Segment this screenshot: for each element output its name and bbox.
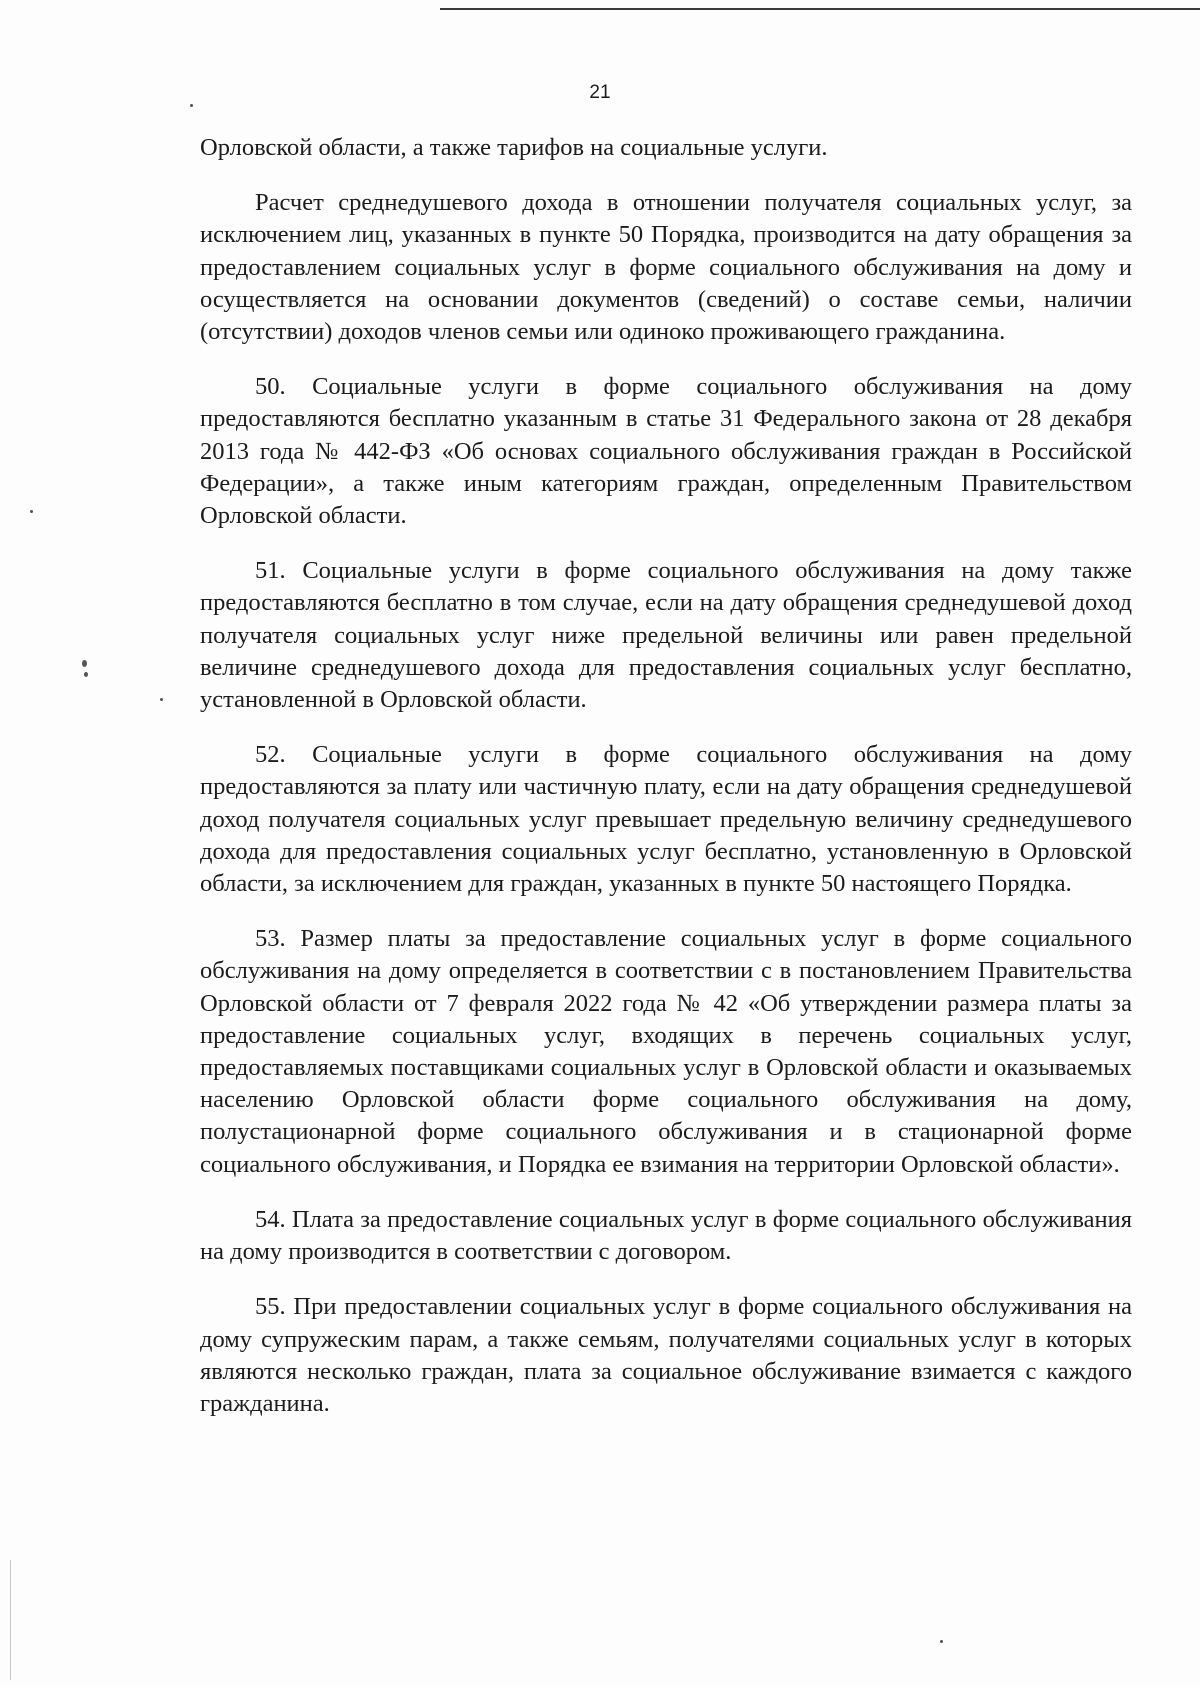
scan-speck [160, 698, 163, 701]
scan-speck [84, 672, 88, 677]
paragraph-clause-51: 51. Социальные услуги в форме социального обслуживания на дому также предоставляются бесплатно в том случае, если на дату обращения среднедушевой доход получателя социальных услуг ниже предельной величины или равен предельной величине среднедушевого дохода для предоставления социальных услуг бесплатно, установленной в Орловской области. [200, 557, 1132, 714]
scan-edge-mark [10, 1560, 11, 1680]
paragraph-clause-52: 52. Социальные услуги в форме социального обслуживания на дому предоставляются за плату или частичную плату, если на дату обращения среднедушевой доход получателя социальных услуг превышает предельную величину среднедушевого дохода для предоставления социальных услуг бесплатно, установленную в Орловской области, за исключением для граждан, указанных в пункте 50 настоящего Порядка. [200, 741, 1132, 898]
scan-speck [940, 1640, 943, 1643]
scan-speck [190, 104, 193, 107]
paragraph-clause-55: 55. При предоставлении социальных услуг в форме социального обслуживания на дому супружеским парам, а также семьям, получателями социальных услуг в которых являются несколько граждан, плата за социальное обслуживание взимается с каждого гражданина. [200, 1293, 1132, 1417]
paragraph-clause-54: 54. Плата за предоставление социальных услуг в форме социального обслуживания на дому производится в соответствии с договором. [200, 1205, 1132, 1266]
paragraph-continuation: Орловской области, а также тарифов на социальные услуги. [200, 134, 828, 161]
document-body [200, 132, 1132, 1443]
paragraph-income-calculation: Расчет среднедушевого дохода в отношении получателя социальных услуг, за исключением лиц, указанных в пункте 50 Порядка, производится на дату обращения за предоставлением социальных услуг в форме социального обслуживания на дому и осуществляется на основании документов (сведений) о составе семьи, наличии (отсутствии) доходов членов семьи или одиноко проживающего гражданина. [200, 189, 1132, 346]
paragraph-clause-53: 53. Размер платы за предоставление социальных услуг в форме социального обслуживания на дому определяется в соответствии с в постановлением Правительства Орловской области от 7 февраля 2022 года № 42 «Об утверждении размера платы за предоставление социальных услуг, входящих в перечень социальных услуг, предоставляемых поставщиками социальных услуг в Орловской области и оказываемых населению Орловской области форме социального обслуживания на дому, полустационарной форме социального обслуживания и в стационарной форме социального обслуживания, и Порядка ее взимания на территории Орловской области». [200, 925, 1132, 1178]
page-number: 21 [589, 82, 611, 103]
scan-speck [30, 510, 33, 513]
scan-speck [82, 660, 87, 667]
paragraph-clause-50: 50. Социальные услуги в форме социального обслуживания на дому предоставляются бесплатно указанным в статье 31 Федерального закона от 28 декабря 2013 года № 442-ФЗ «Об основах социального обслуживания граждан в Российской Федерации», а также иным категориям граждан, определенным Правительством Орловской области. [200, 373, 1132, 530]
scan-border-line [440, 8, 1200, 10]
